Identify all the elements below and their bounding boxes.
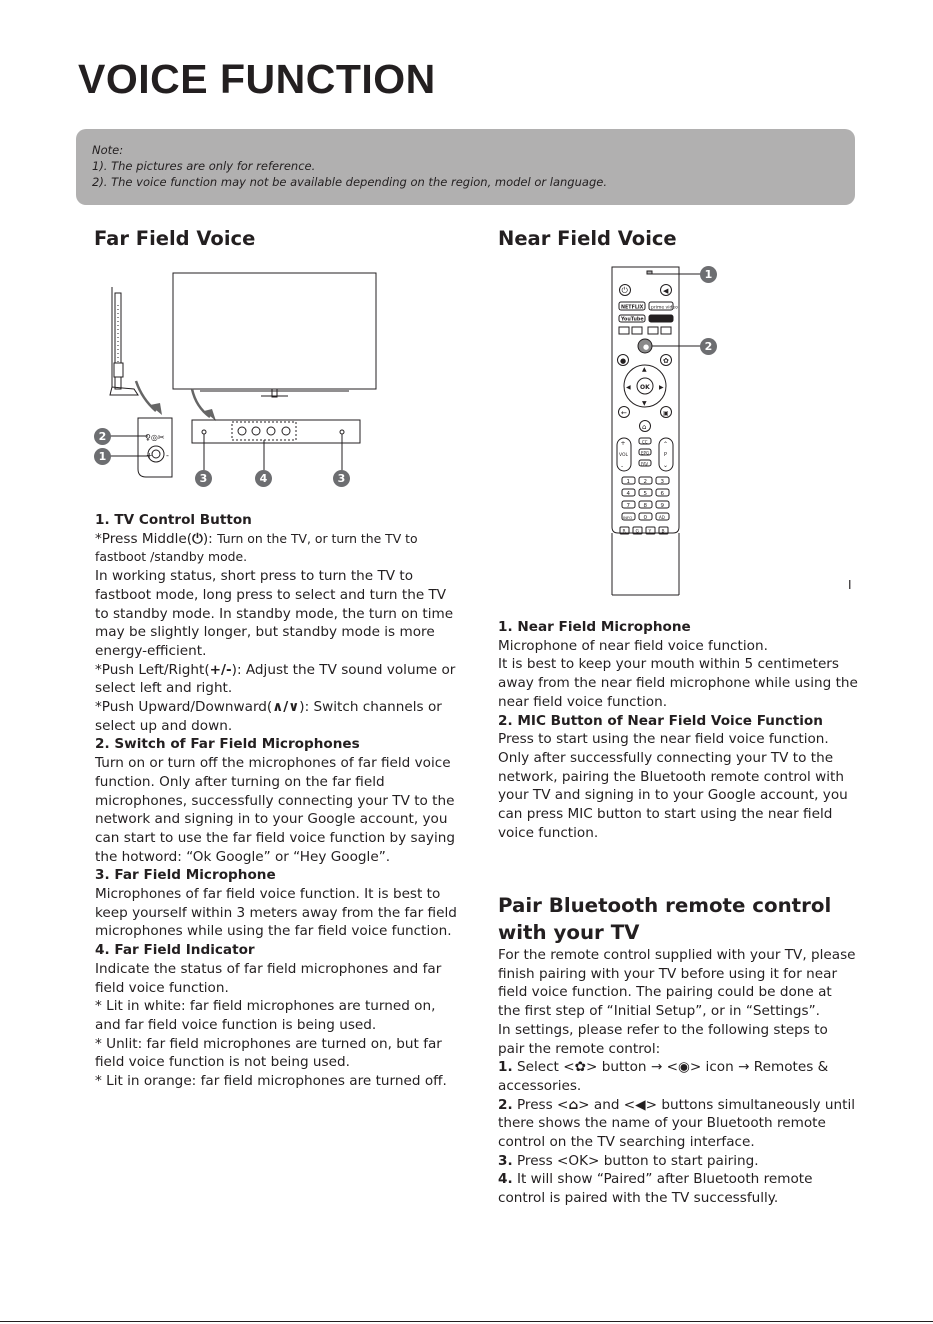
section-title: 2. MIC Button of Near Field Voice Function <box>498 712 823 729</box>
svg-text:▶: ▶ <box>659 384 664 391</box>
svg-text:♀◎✂: ♀◎✂ <box>145 433 165 442</box>
svg-text:◀: ◀ <box>663 287 669 295</box>
svg-text:●: ● <box>643 343 650 351</box>
svg-text:1: 1 <box>626 479 630 485</box>
section-title: 4. Far Field Indicator <box>95 942 255 959</box>
far-callout-3b: 3 <box>333 470 350 487</box>
svg-text:+: + <box>620 440 626 447</box>
svg-text:-: - <box>621 463 624 470</box>
svg-text:▲: ▲ <box>642 366 647 373</box>
near-field-heading: Near Field Voice <box>498 227 677 250</box>
pair-step: 2. Press <⌂> and <◀> buttons simultaneously until there shows the name of your Bluetooth remote control on the TV searching interface. <box>498 1096 855 1151</box>
svg-text:P: P <box>664 452 668 458</box>
bottom-rule <box>0 1321 933 1322</box>
paragraph: In settings, please refer to the following steps to pair the remote control: <box>498 1021 828 1057</box>
svg-text:3: 3 <box>660 479 664 485</box>
svg-text:0: 0 <box>643 515 647 521</box>
svg-text:⌄: ⌄ <box>663 462 669 469</box>
svg-text:NETFLIX: NETFLIX <box>621 305 644 311</box>
far-callout-1: 1 <box>94 448 111 465</box>
svg-text:AD: AD <box>659 515 665 520</box>
paragraph: *Push Upward/Downward(∧/∨): Switch channels or select up and down. <box>95 699 442 734</box>
note-box <box>76 129 855 205</box>
paragraph: Indicate the status of far field microphones and far field voice function. <box>95 960 442 996</box>
svg-text:CC: CC <box>642 439 648 445</box>
far-callout-2: 2 <box>94 428 111 445</box>
svg-text:INFO: INFO <box>623 515 633 520</box>
svg-text:✿: ✿ <box>663 357 669 365</box>
paragraph: Microphone of near field voice function. <box>498 637 768 654</box>
svg-text:VOL: VOL <box>619 453 629 458</box>
left-arrow-icon: ◀ <box>635 1096 646 1113</box>
svg-text:⌂: ⌂ <box>642 423 647 431</box>
near-field-text <box>498 618 858 842</box>
tv-control-panel <box>138 418 172 477</box>
svg-text:◀: ◀ <box>626 384 631 391</box>
svg-text:FAV: FAV <box>641 461 649 467</box>
far-field-text <box>95 511 460 1091</box>
settings-dot-icon: ◉ <box>677 1059 690 1076</box>
paragraph: Microphones of far field voice function. It is best to keep yourself within 3 meters away from the far field microphones while using the far field voice function. <box>95 886 457 940</box>
far-callout-3a: 3 <box>195 470 212 487</box>
paragraph: * Lit in orange: far field microphones are turned off. <box>95 1073 447 1090</box>
near-callout-2: 2 <box>700 338 717 355</box>
svg-text:⌃: ⌃ <box>663 441 669 448</box>
pair-step: 1. Select <✿> button → <◉> icon → Remotes & accessories. <box>498 1059 829 1094</box>
pair-step: 3. Press <OK> button to start pairing. <box>498 1152 759 1169</box>
svg-text:●: ● <box>620 357 627 365</box>
stray-mark: I <box>848 578 852 592</box>
svg-text:EPG: EPG <box>641 450 650 456</box>
svg-text:OK: OK <box>640 384 650 391</box>
svg-text:B: B <box>661 529 665 535</box>
section-title: 1. Near Field Microphone <box>498 619 691 635</box>
paragraph: It is best to keep your mouth within 5 centimeters away from the near field microphone while using the near field voice function. <box>498 656 858 710</box>
page-title: VOICE FUNCTION <box>78 56 436 102</box>
paragraph: In working status, short press to turn the TV to fastboot mode, long press to select and turn the TV to standby mode. In standby mode, the turn on time may be slightly longer, but standby mode is more energy-efficient. <box>95 568 454 659</box>
svg-text:G: G <box>635 529 639 535</box>
pair-heading: Pair Bluetooth remote control with your TV <box>498 894 832 944</box>
pair-step: 4. It will show “Paired” after Bluetooth remote control is paired with the TV successfully. <box>498 1171 813 1207</box>
paragraph: Turn on or turn off the microphones of far field voice function. Only after turning on the far field microphones, successfully connecting your TV to the network and signing in to your Google account, you can start to use the far field voice function by saying the hotword: “Ok Google” or “Hey Google”. <box>95 755 456 865</box>
gear-icon: ✿ <box>574 1059 586 1076</box>
section-title: 1. TV Control Button <box>95 512 252 528</box>
remote-control-illustration <box>608 265 708 597</box>
svg-text:-: - <box>166 451 169 460</box>
svg-text:+: + <box>146 451 153 460</box>
section-title: 2. Switch of Far Field Microphones <box>95 736 360 753</box>
svg-text:R: R <box>622 529 626 535</box>
power-icon: ⏻ <box>192 530 203 547</box>
paragraph: Press to start using the near field voice function. Only after successfully connecting your TV to the network, pairing the Bluetooth remote control with your TV and signing in to your Google account, you can press MIC button to start using the near field voice function. <box>498 731 848 841</box>
svg-text:8: 8 <box>643 503 647 509</box>
note-line-1: 1). The pictures are only for reference. <box>92 159 316 173</box>
near-callout-1: 1 <box>700 266 717 283</box>
section-title: 3. Far Field Microphone <box>95 867 276 884</box>
paragraph: * Unlit: far field microphones are turned on, but far field voice function is not being used. <box>95 1035 442 1071</box>
svg-text:2: 2 <box>643 479 647 485</box>
far-field-mic-strip <box>192 420 360 443</box>
tv-front-view <box>173 273 376 397</box>
paragraph: For the remote control supplied with your TV, please finish pairing with your TV before using it for near field voice function. The pairing could be done at the first step of “Initial Setup”, or in “Settings”. <box>498 947 856 1020</box>
svg-text:7: 7 <box>626 503 630 509</box>
note-heading: Note: <box>92 143 124 157</box>
far-callout-4: 4 <box>255 470 272 487</box>
home-icon: ⌂ <box>568 1096 579 1113</box>
svg-text:▣: ▣ <box>663 410 669 417</box>
tv-side-view <box>110 287 138 395</box>
far-field-tv-illustration <box>90 265 470 495</box>
svg-text:5: 5 <box>643 491 647 497</box>
svg-text:9: 9 <box>660 503 664 509</box>
pair-text <box>498 946 856 1208</box>
paragraph: *Push Left/Right(+/-): Adjust the TV sound volume or select left and right. <box>95 661 456 697</box>
svg-text:4: 4 <box>626 491 630 497</box>
svg-text:prime video: prime video <box>651 305 678 311</box>
paragraph: * Lit in white: far field microphones are turned on, and far field voice function is being used. <box>95 998 436 1033</box>
paragraph: *Press Middle(⏻): Turn on the TV, or turn the TV to fastboot /standby mode. <box>95 530 418 565</box>
svg-text:⏻: ⏻ <box>621 286 628 295</box>
far-field-heading: Far Field Voice <box>94 227 256 250</box>
svg-text:←: ← <box>621 409 627 417</box>
svg-text:▼: ▼ <box>642 400 647 407</box>
svg-text:YouTube: YouTube <box>621 317 644 323</box>
svg-text:6: 6 <box>660 491 664 497</box>
svg-text:Y: Y <box>648 529 652 535</box>
note-line-2: 2). The voice function may not be available depending on the region, model or language. <box>92 175 607 189</box>
